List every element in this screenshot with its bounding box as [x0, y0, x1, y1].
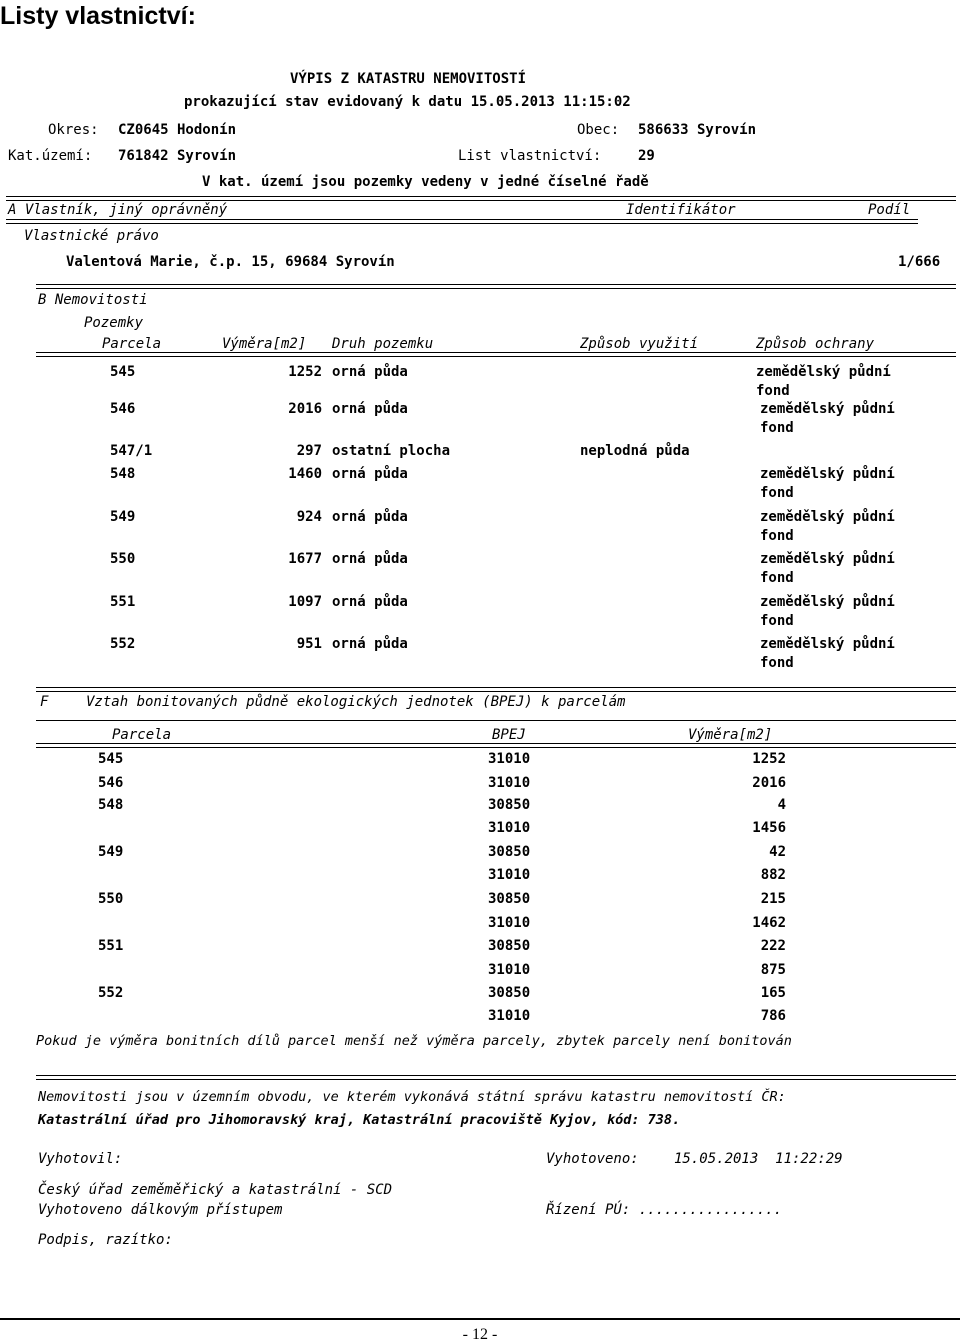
col-ochrana: Způsob ochrany: [756, 336, 875, 352]
bpej-parcel: 545: [98, 751, 124, 767]
bpej-col-parcela: Parcela: [112, 727, 172, 743]
parcel-area: 297: [296, 443, 322, 459]
parcel-number: 546: [110, 401, 136, 417]
remote-access-line: Vyhotoveno dálkovým přístupem: [38, 1202, 283, 1218]
footer-top-rule: [36, 1075, 956, 1080]
table-row: [0, 867, 960, 887]
parcel-area: 1097: [288, 594, 322, 610]
obec-label: Obec:: [577, 122, 620, 138]
table-row: [0, 466, 960, 506]
protection-line1: zemědělský půdní: [760, 636, 895, 652]
protection-line2: fond: [760, 420, 794, 436]
bpej-code: 30850: [488, 938, 531, 954]
protection-line2: fond: [760, 655, 794, 671]
protection-line2: fond: [760, 570, 794, 586]
bpej-area: 786: [760, 1008, 786, 1024]
protection-line1: zemědělský půdní: [760, 594, 895, 610]
page-heading: Listy vlastnictví:: [0, 2, 196, 30]
office-line-2: Katastrální úřad pro Jihomoravský kraj, Katastrální pracoviště Kyjov, kód: 738.: [38, 1112, 681, 1128]
lv-label: List vlastnictví:: [458, 148, 602, 164]
section-f-header-rule: [36, 743, 956, 748]
parcel-number: 552: [110, 636, 136, 652]
lv-value: 29: [638, 148, 655, 164]
katuzemi-value: 761842 Syrovín: [118, 148, 237, 164]
protection-line1: zemědělský půdní: [760, 466, 895, 482]
table-row: [0, 636, 960, 676]
bpej-parcel: 552: [98, 985, 124, 1001]
table-row: [0, 797, 960, 817]
col-podil: Podíl: [868, 202, 911, 218]
protection-line1: zemědělský půdní: [756, 364, 891, 380]
bpej-area: 1456: [752, 820, 786, 836]
bpej-area: 882: [760, 867, 786, 883]
protection-line2: fond: [756, 383, 790, 399]
parcel-area: 2016: [288, 401, 322, 417]
parcel-area: 1677: [288, 551, 322, 567]
protection-line1: zemědělský půdní: [760, 551, 895, 567]
section-b-subtitle: Pozemky: [84, 315, 144, 331]
bpej-code: 30850: [488, 891, 531, 907]
parcel-number: 550: [110, 551, 136, 567]
rizeni-pu: Řízení PÚ: .................: [546, 1202, 783, 1218]
parcel-number: 545: [110, 364, 136, 380]
land-type: orná půda: [332, 636, 408, 652]
bpej-col-vymera: Výměra[m2]: [688, 727, 773, 743]
owner-name: Valentová Marie, č.p. 15, 69684 Syrovín: [66, 254, 395, 270]
owner-share: 1/666: [898, 254, 941, 270]
bpej-area: 42: [769, 844, 786, 860]
bpej-code: 31010: [488, 915, 531, 931]
document-subtitle: prokazující stav evidovaný k datu 15.05.2013 11:15:02: [184, 94, 631, 110]
bpej-parcel: 550: [98, 891, 124, 907]
bpej-code: 31010: [488, 867, 531, 883]
vyhotovil-label: Vyhotovil:: [38, 1151, 123, 1167]
bpej-code: 31010: [488, 962, 531, 978]
bpej-code: 31010: [488, 820, 531, 836]
signature-stamp-label: Podpis, razítko:: [38, 1232, 173, 1248]
okres-label: Okres:: [48, 122, 99, 138]
section-b-title: B Nemovitosti: [38, 292, 148, 308]
ownership-type: Vlastnické právo: [24, 228, 159, 244]
table-row: [0, 844, 960, 864]
office-line-1: Nemovitosti jsou v územním obvodu, ve kterém vykonává státní správu katastru nemovitostí ČR:: [38, 1089, 786, 1105]
table-row: [0, 551, 960, 591]
table-row: [0, 509, 960, 549]
land-use: neplodná půda: [580, 443, 690, 459]
section-b-header-rule: [36, 352, 956, 357]
table-row: [0, 891, 960, 911]
bpej-area: 875: [760, 962, 786, 978]
bpej-code: 30850: [488, 797, 531, 813]
bpej-area: 215: [760, 891, 786, 907]
vyhotoveno-value: 15.05.2013 11:22:29: [674, 1151, 843, 1167]
table-row: [0, 962, 960, 982]
parcel-number: 551: [110, 594, 136, 610]
parcel-area: 1460: [288, 466, 322, 482]
section-f-title-rule: [36, 720, 956, 721]
table-row: [0, 594, 960, 634]
bpej-note: Pokud je výměra bonitních dílů parcel menší než výměra parcely, zbytek parcely není bonitován: [36, 1033, 792, 1049]
bpej-code: 30850: [488, 985, 531, 1001]
col-vyuziti: Způsob využití: [580, 336, 699, 352]
col-parcela: Parcela: [102, 336, 162, 352]
land-type: orná půda: [332, 364, 408, 380]
katuzemi-label: Kat.území:: [8, 148, 93, 164]
section-f-title: Vztah bonitovaných půdně ekologických jednotek (BPEJ) k parcelám: [86, 694, 626, 710]
bpej-area: 2016: [752, 775, 786, 791]
document-title: VÝPIS Z KATASTRU NEMOVITOSTÍ: [290, 71, 527, 87]
obec-value: 586633 Syrovín: [638, 122, 757, 138]
bpej-parcel: 551: [98, 938, 124, 954]
land-type: orná půda: [332, 551, 408, 567]
parcel-number: 549: [110, 509, 136, 525]
table-row: [0, 775, 960, 795]
bpej-area: 165: [760, 985, 786, 1001]
land-type: orná půda: [332, 594, 408, 610]
table-row: [0, 751, 960, 771]
page-number: - 12 -: [462, 1326, 498, 1343]
table-row: [0, 915, 960, 935]
okres-value: CZ0645 Hodonín: [118, 122, 237, 138]
parcel-area: 924: [296, 509, 322, 525]
table-row: [0, 364, 960, 404]
section-b-top-rule: [36, 284, 956, 289]
bpej-code: 31010: [488, 1008, 531, 1024]
col-vymera: Výměra[m2]: [222, 336, 307, 352]
bpej-code: 31010: [488, 751, 531, 767]
number-series-note: V kat. území jsou pozemky vedeny v jedné číselné řadě: [202, 174, 649, 190]
bpej-parcel: 549: [98, 844, 124, 860]
bpej-parcel: 546: [98, 775, 124, 791]
land-type: orná půda: [332, 401, 408, 417]
bpej-area: 4: [777, 797, 786, 813]
parcel-number: 547/1: [110, 443, 153, 459]
parcel-area: 1252: [288, 364, 322, 380]
bpej-parcel: 548: [98, 797, 124, 813]
page-footer-rule: [0, 1318, 960, 1320]
protection-line2: fond: [760, 485, 794, 501]
section-a-top-rule: [6, 196, 956, 201]
parcel-area: 951: [296, 636, 322, 652]
protection-line2: fond: [760, 528, 794, 544]
col-identifikator: Identifikátor: [626, 202, 736, 218]
section-f-top-rule: [36, 687, 956, 692]
table-row: [0, 401, 960, 441]
cuzk-line: Český úřad zeměměřický a katastrální - SCD: [38, 1182, 393, 1198]
protection-line1: zemědělský půdní: [760, 509, 895, 525]
col-druh: Druh pozemku: [332, 336, 434, 352]
bpej-area: 1252: [752, 751, 786, 767]
bpej-code: 30850: [488, 844, 531, 860]
section-a-title: A Vlastník, jiný oprávněný: [8, 202, 228, 218]
parcel-number: 548: [110, 466, 136, 482]
table-row: [0, 938, 960, 958]
bpej-area: 222: [760, 938, 786, 954]
protection-line2: fond: [760, 613, 794, 629]
table-row: [0, 820, 960, 840]
land-type: ostatní plocha: [332, 443, 451, 459]
table-row: [0, 985, 960, 1005]
bpej-col-bpej: BPEJ: [492, 727, 526, 743]
land-type: orná půda: [332, 509, 408, 525]
bpej-area: 1462: [752, 915, 786, 931]
bpej-code: 31010: [488, 775, 531, 791]
vyhotoveno-label: Vyhotoveno:: [546, 1151, 639, 1167]
land-type: orná půda: [332, 466, 408, 482]
protection-line1: zemědělský půdní: [760, 401, 895, 417]
table-row: [0, 1008, 960, 1028]
section-a-header-rule: [6, 219, 918, 224]
section-f-letter: F: [40, 694, 49, 710]
